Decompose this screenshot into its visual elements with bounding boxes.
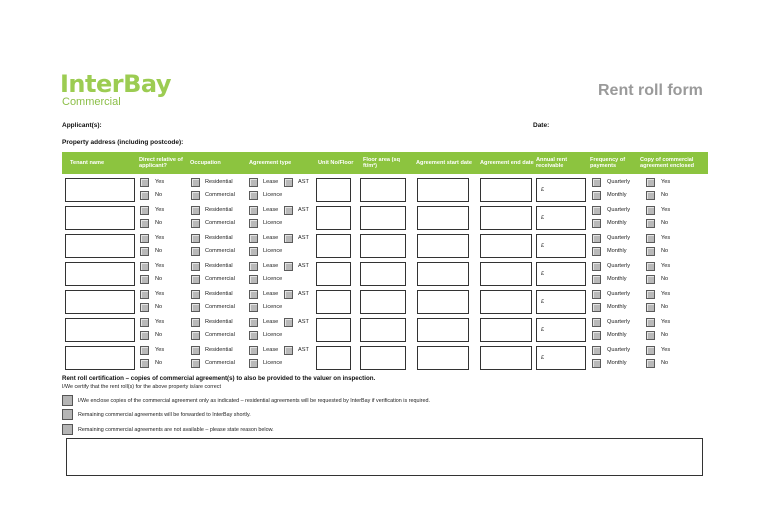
licence-checkbox[interactable] (249, 191, 258, 200)
table-header (62, 152, 708, 174)
quarterly-label: Quarterly (607, 347, 631, 353)
quarterly-checkbox[interactable] (592, 206, 601, 215)
cert-option-checkbox[interactable] (62, 424, 73, 435)
ast-checkbox[interactable] (284, 318, 293, 327)
licence-label: Licence (263, 360, 283, 366)
copy-yes-label: Yes (661, 235, 671, 241)
commercial-checkbox[interactable] (191, 275, 200, 284)
licence-label: Licence (263, 332, 283, 338)
col-unit-floor: Unit No/Floor (318, 159, 354, 166)
relative-yes-checkbox[interactable] (140, 234, 149, 243)
copy-no-checkbox[interactable] (646, 331, 655, 340)
table-row (62, 316, 708, 344)
col-annual-rent: Annual rent receivable (536, 156, 568, 169)
floor-area-input[interactable] (360, 346, 406, 370)
quarterly-label: Quarterly (607, 291, 631, 297)
end-date-input[interactable] (480, 234, 532, 258)
lease-checkbox[interactable] (249, 262, 258, 271)
start-date-input[interactable] (417, 206, 469, 230)
commercial-label: Commercial (205, 192, 235, 198)
licence-checkbox[interactable] (249, 275, 258, 284)
licence-checkbox[interactable] (249, 247, 258, 256)
unit-floor-input[interactable] (316, 178, 351, 202)
end-date-input[interactable] (480, 290, 532, 314)
lease-checkbox[interactable] (249, 206, 258, 215)
form-title: Rent roll form (598, 82, 703, 99)
tenant-name-input[interactable] (65, 262, 135, 286)
col-relative: Direct relative of applicant? (139, 156, 183, 169)
copy-yes-checkbox[interactable] (646, 234, 655, 243)
relative-yes-label: Yes (155, 319, 165, 325)
copy-yes-label: Yes (661, 263, 671, 269)
start-date-input[interactable] (417, 178, 469, 202)
copy-no-label: No (661, 304, 669, 310)
residential-label: Residential (205, 263, 233, 269)
col-frequency: Frequency of payments (590, 156, 626, 169)
relative-yes-label: Yes (155, 207, 165, 213)
commercial-checkbox[interactable] (191, 359, 200, 368)
commercial-checkbox[interactable] (191, 303, 200, 312)
start-date-input[interactable] (417, 234, 469, 258)
table-row (62, 288, 708, 316)
relative-no-checkbox[interactable] (140, 303, 149, 312)
monthly-checkbox[interactable] (592, 359, 601, 368)
ast-label: AST (298, 179, 309, 185)
residential-checkbox[interactable] (191, 206, 200, 215)
tenant-name-input[interactable] (65, 346, 135, 370)
monthly-checkbox[interactable] (592, 247, 601, 256)
interbay-logo (60, 72, 171, 108)
licence-label: Licence (263, 220, 283, 226)
reason-textarea[interactable] (66, 438, 703, 476)
licence-label: Licence (263, 304, 283, 310)
relative-yes-label: Yes (155, 235, 165, 241)
end-date-input[interactable] (480, 206, 532, 230)
relative-yes-checkbox[interactable] (140, 262, 149, 271)
copy-no-label: No (661, 192, 669, 198)
end-date-input[interactable] (480, 318, 532, 342)
monthly-checkbox[interactable] (592, 191, 601, 200)
quarterly-checkbox[interactable] (592, 234, 601, 243)
table-row (62, 204, 708, 232)
copy-no-checkbox[interactable] (646, 275, 655, 284)
commercial-label: Commercial (205, 304, 235, 310)
licence-checkbox[interactable] (249, 303, 258, 312)
monthly-label: Monthly (607, 276, 627, 282)
copy-yes-checkbox[interactable] (646, 290, 655, 299)
currency-symbol: £ (541, 299, 545, 305)
cert-option-text: Remaining commercial agreements will be forwarded to InterBay shortly. (78, 412, 251, 418)
relative-yes-checkbox[interactable] (140, 290, 149, 299)
copy-no-checkbox[interactable] (646, 247, 655, 256)
commercial-checkbox[interactable] (191, 219, 200, 228)
lease-label: Lease (263, 179, 279, 185)
quarterly-checkbox[interactable] (592, 318, 601, 327)
certification-subtitle: I/We certify that the rent roll(s) for the above property is/are correct (62, 384, 221, 390)
table-row (62, 176, 708, 204)
commercial-label: Commercial (205, 276, 235, 282)
residential-label: Residential (205, 319, 233, 325)
quarterly-label: Quarterly (607, 263, 631, 269)
date-label: Date: (533, 122, 550, 129)
lease-checkbox[interactable] (249, 318, 258, 327)
col-floor-area: Floor area (sq ft/m²) (363, 156, 400, 169)
copy-no-checkbox[interactable] (646, 219, 655, 228)
brand-name: InterBay (60, 70, 171, 98)
applicants-label: Applicant(s): (62, 122, 102, 129)
residential-label: Residential (205, 235, 233, 241)
monthly-checkbox[interactable] (592, 303, 601, 312)
relative-yes-label: Yes (155, 179, 165, 185)
relative-no-label: No (155, 332, 163, 338)
lease-label: Lease (263, 347, 279, 353)
ast-label: AST (298, 291, 309, 297)
unit-floor-input[interactable] (316, 318, 351, 342)
col-copy-enclosed: Copy of commercial agreement enclosed (640, 156, 695, 169)
relative-no-checkbox[interactable] (140, 219, 149, 228)
relative-no-checkbox[interactable] (140, 191, 149, 200)
copy-yes-checkbox[interactable] (646, 206, 655, 215)
copy-yes-checkbox[interactable] (646, 178, 655, 187)
quarterly-label: Quarterly (607, 319, 631, 325)
end-date-input[interactable] (480, 178, 532, 202)
copy-no-checkbox[interactable] (646, 359, 655, 368)
relative-yes-label: Yes (155, 291, 165, 297)
relative-no-label: No (155, 304, 163, 310)
relative-no-label: No (155, 360, 163, 366)
residential-checkbox[interactable] (191, 290, 200, 299)
quarterly-label: Quarterly (607, 235, 631, 241)
cert-option-checkbox[interactable] (62, 409, 73, 420)
licence-checkbox[interactable] (249, 331, 258, 340)
relative-no-label: No (155, 248, 163, 254)
residential-checkbox[interactable] (191, 234, 200, 243)
commercial-label: Commercial (205, 360, 235, 366)
copy-no-label: No (661, 248, 669, 254)
relative-no-label: No (155, 220, 163, 226)
table-row (62, 232, 708, 260)
tenant-name-input[interactable] (65, 178, 135, 202)
residential-label: Residential (205, 179, 233, 185)
quarterly-label: Quarterly (607, 207, 631, 213)
ast-label: AST (298, 263, 309, 269)
relative-yes-checkbox[interactable] (140, 178, 149, 187)
unit-floor-input[interactable] (316, 262, 351, 286)
monthly-label: Monthly (607, 248, 627, 254)
lease-label: Lease (263, 235, 279, 241)
tenant-name-input[interactable] (65, 206, 135, 230)
tenant-name-input[interactable] (65, 290, 135, 314)
start-date-input[interactable] (417, 346, 469, 370)
floor-area-input[interactable] (360, 290, 406, 314)
copy-no-label: No (661, 332, 669, 338)
end-date-input[interactable] (480, 262, 532, 286)
start-date-input[interactable] (417, 262, 469, 286)
copy-no-label: No (661, 220, 669, 226)
cert-option-text: I/We enclose copies of the commercial agreement only as indicated – residential agreements will be requested by InterBay if verification is required. (78, 398, 430, 404)
monthly-label: Monthly (607, 304, 627, 310)
brand-sub: Commercial (62, 96, 121, 108)
floor-area-input[interactable] (360, 234, 406, 258)
copy-no-checkbox[interactable] (646, 191, 655, 200)
residential-checkbox[interactable] (191, 318, 200, 327)
currency-symbol: £ (541, 187, 545, 193)
copy-no-label: No (661, 276, 669, 282)
lease-label: Lease (263, 263, 279, 269)
relative-no-label: No (155, 276, 163, 282)
licence-label: Licence (263, 192, 283, 198)
relative-no-checkbox[interactable] (140, 331, 149, 340)
commercial-checkbox[interactable] (191, 191, 200, 200)
monthly-label: Monthly (607, 360, 627, 366)
ast-label: AST (298, 207, 309, 213)
relative-yes-label: Yes (155, 263, 165, 269)
relative-no-label: No (155, 192, 163, 198)
commercial-label: Commercial (205, 332, 235, 338)
col-tenant-name: Tenant name (70, 159, 105, 166)
monthly-checkbox[interactable] (592, 331, 601, 340)
copy-yes-label: Yes (661, 291, 671, 297)
col-start-date: Agreement start date (416, 159, 472, 166)
ast-checkbox[interactable] (284, 178, 293, 187)
floor-area-input[interactable] (360, 262, 406, 286)
lease-label: Lease (263, 291, 279, 297)
ast-checkbox[interactable] (284, 206, 293, 215)
start-date-input[interactable] (417, 318, 469, 342)
lease-checkbox[interactable] (249, 234, 258, 243)
relative-yes-checkbox[interactable] (140, 206, 149, 215)
quarterly-checkbox[interactable] (592, 178, 601, 187)
relative-no-checkbox[interactable] (140, 275, 149, 284)
property-address-label: Property address (including postcode): (62, 139, 184, 146)
monthly-label: Monthly (607, 332, 627, 338)
unit-floor-input[interactable] (316, 234, 351, 258)
end-date-input[interactable] (480, 346, 532, 370)
ast-checkbox[interactable] (284, 346, 293, 355)
licence-label: Licence (263, 276, 283, 282)
table-row (62, 344, 708, 372)
currency-symbol: £ (541, 271, 545, 277)
currency-symbol: £ (541, 243, 545, 249)
copy-yes-checkbox[interactable] (646, 318, 655, 327)
commercial-label: Commercial (205, 248, 235, 254)
copy-yes-checkbox[interactable] (646, 262, 655, 271)
quarterly-checkbox[interactable] (592, 262, 601, 271)
relative-no-checkbox[interactable] (140, 247, 149, 256)
commercial-label: Commercial (205, 220, 235, 226)
col-agreement-type: Agreement type (249, 159, 292, 166)
ast-checkbox[interactable] (284, 234, 293, 243)
residential-label: Residential (205, 207, 233, 213)
lease-checkbox[interactable] (249, 290, 258, 299)
col-end-date: Agreement end date (480, 159, 534, 166)
residential-checkbox[interactable] (191, 178, 200, 187)
copy-yes-label: Yes (661, 347, 671, 353)
ast-checkbox[interactable] (284, 262, 293, 271)
commercial-checkbox[interactable] (191, 331, 200, 340)
quarterly-checkbox[interactable] (592, 346, 601, 355)
relative-yes-checkbox[interactable] (140, 318, 149, 327)
floor-area-input[interactable] (360, 318, 406, 342)
copy-yes-label: Yes (661, 207, 671, 213)
lease-checkbox[interactable] (249, 346, 258, 355)
currency-symbol: £ (541, 355, 545, 361)
monthly-label: Monthly (607, 192, 627, 198)
licence-checkbox[interactable] (249, 359, 258, 368)
currency-symbol: £ (541, 215, 545, 221)
lease-label: Lease (263, 207, 279, 213)
cert-option-checkbox[interactable] (62, 395, 73, 406)
certification-title: Rent roll certification – copies of commercial agreement(s) to also be provided to the valuer on inspection. (62, 375, 376, 382)
copy-no-label: No (661, 360, 669, 366)
monthly-checkbox[interactable] (592, 275, 601, 284)
residential-label: Residential (205, 291, 233, 297)
licence-label: Licence (263, 248, 283, 254)
lease-checkbox[interactable] (249, 178, 258, 187)
col-occupation: Occupation (190, 159, 221, 166)
relative-yes-checkbox[interactable] (140, 346, 149, 355)
currency-symbol: £ (541, 327, 545, 333)
unit-floor-input[interactable] (316, 290, 351, 314)
relative-yes-label: Yes (155, 347, 165, 353)
residential-label: Residential (205, 347, 233, 353)
tenant-name-input[interactable] (65, 318, 135, 342)
cert-option-text: Remaining commercial agreements are not available – please state reason below. (78, 427, 274, 433)
table-row (62, 260, 708, 288)
unit-floor-input[interactable] (316, 206, 351, 230)
unit-floor-input[interactable] (316, 346, 351, 370)
copy-yes-label: Yes (661, 179, 671, 185)
ast-label: AST (298, 235, 309, 241)
monthly-checkbox[interactable] (592, 219, 601, 228)
quarterly-label: Quarterly (607, 179, 631, 185)
licence-checkbox[interactable] (249, 219, 258, 228)
relative-no-checkbox[interactable] (140, 359, 149, 368)
lease-label: Lease (263, 319, 279, 325)
commercial-checkbox[interactable] (191, 247, 200, 256)
residential-checkbox[interactable] (191, 346, 200, 355)
monthly-label: Monthly (607, 220, 627, 226)
ast-label: AST (298, 319, 309, 325)
ast-checkbox[interactable] (284, 290, 293, 299)
copy-yes-checkbox[interactable] (646, 346, 655, 355)
residential-checkbox[interactable] (191, 262, 200, 271)
tenant-name-input[interactable] (65, 234, 135, 258)
ast-label: AST (298, 347, 309, 353)
floor-area-input[interactable] (360, 178, 406, 202)
quarterly-checkbox[interactable] (592, 290, 601, 299)
floor-area-input[interactable] (360, 206, 406, 230)
copy-yes-label: Yes (661, 319, 671, 325)
start-date-input[interactable] (417, 290, 469, 314)
copy-no-checkbox[interactable] (646, 303, 655, 312)
